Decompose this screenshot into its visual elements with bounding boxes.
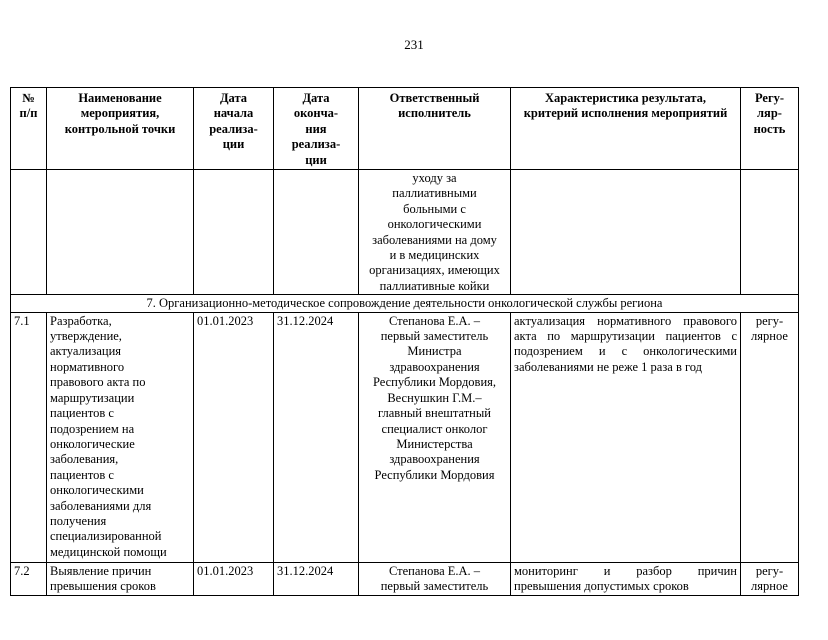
cell-responsible: Степанова Е.А. – первый заместитель Министра здравоохранения Республики Мордовия, Веснушкин Г.М.– главный внештатный специалист онколог Министерства здравоохранения Республики Мордовия: [359, 312, 511, 562]
cell-result: актуализация нормативного правового акта по маршрутизации пациентов с подозрением и с онкологическими заболеваниями не реже 1 раза в год: [511, 312, 741, 562]
measures-table: [10, 87, 799, 596]
section-row: [11, 295, 799, 312]
cell-name: Разработка, утверждение, актуализация нормативного правового акта по маршрутизации пациентов с подозрением на онкологические заболевания, пациентов с онкологическими заболеваниями для получения специализированной медицинской помощи: [47, 312, 194, 562]
cell-empty: [274, 170, 359, 295]
cell-empty: [741, 170, 799, 295]
header-result: Характеристика результата, критерий исполнения мероприятий: [511, 88, 741, 170]
section-title: 7. Организационно-методическое сопровождение деятельности онкологической службы региона: [11, 295, 799, 312]
cell-num: 7.1: [11, 312, 47, 562]
cell-end-date: 31.12.2024: [274, 562, 359, 595]
cell-responsible: Степанова Е.А. – первый заместитель: [359, 562, 511, 595]
header-end-date: Дата оконча- ния реализа- ции: [274, 88, 359, 170]
header-name: Наименование мероприятия, контрольной точки: [47, 88, 194, 170]
cell-num: 7.2: [11, 562, 47, 595]
continuation-row: [11, 170, 799, 295]
cell-empty: [511, 170, 741, 295]
cell-start-date: 01.01.2023: [194, 312, 274, 562]
header-start-date: Дата начала реализа- ции: [194, 88, 274, 170]
table-row: [11, 312, 799, 562]
cell-regularity: регу- лярное: [741, 312, 799, 562]
cell-name: Выявление причин превышения сроков: [47, 562, 194, 595]
header-regularity: Регу- ляр- ность: [741, 88, 799, 170]
cell-start-date: 01.01.2023: [194, 562, 274, 595]
table-row: [11, 562, 799, 595]
header-responsible: Ответственный исполнитель: [359, 88, 511, 170]
cell-end-date: 31.12.2024: [274, 312, 359, 562]
cell-responsible: уходу за паллиативными больными с онкологическими заболеваниями на дому и в медицинских организациях, имеющих паллиативные койки: [359, 170, 511, 295]
cell-empty: [11, 170, 47, 295]
table-header-row: [11, 88, 799, 170]
header-num: № п/п: [11, 88, 47, 170]
cell-regularity: регу- лярное: [741, 562, 799, 595]
cell-result: мониторинг и разбор причин превышения допустимых сроков: [511, 562, 741, 595]
cell-empty: [194, 170, 274, 295]
page-number: 231: [404, 37, 424, 52]
cell-empty: [47, 170, 194, 295]
